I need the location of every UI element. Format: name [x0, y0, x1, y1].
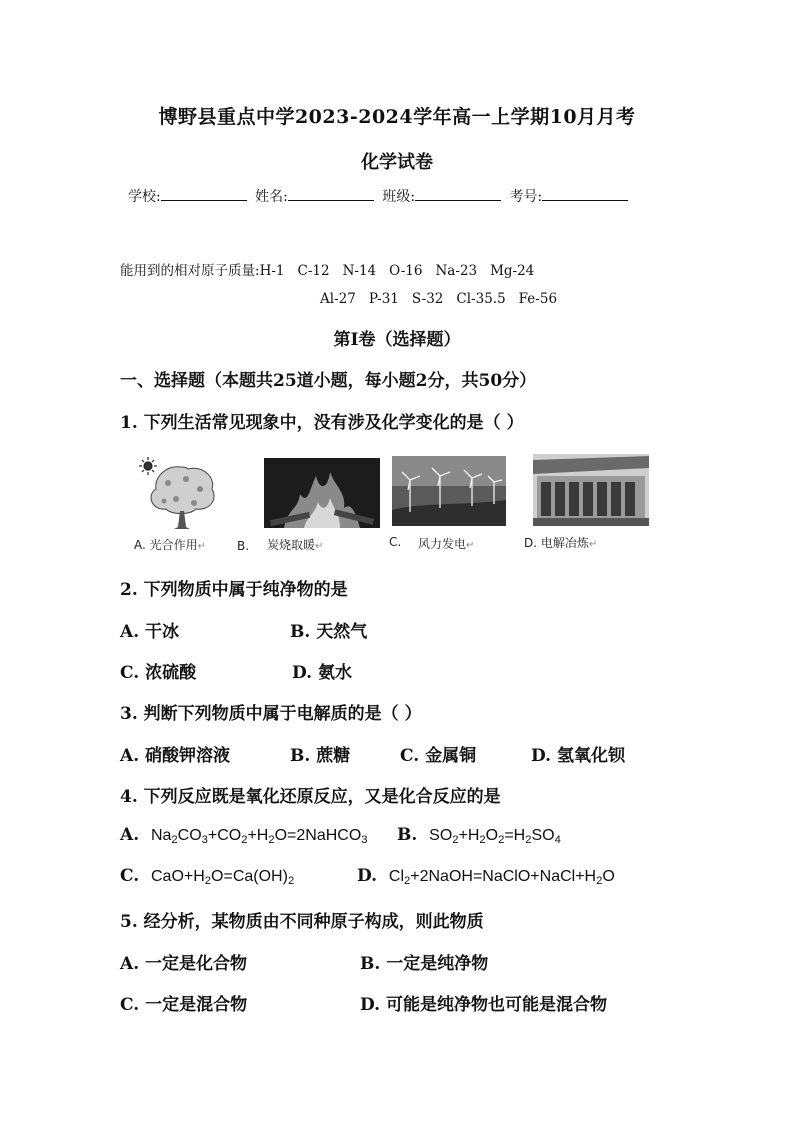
atomic-mass-item: Mg-24	[490, 263, 535, 279]
q4-option-d[interactable]: D. $Cl_2+2NaOH=NaClO+NaCl+H_2O$	[357, 866, 615, 887]
q3-option-a[interactable]: A. 硝酸钾溶液	[120, 746, 231, 766]
q3-option-d[interactable]: D. 氢氧化钡	[531, 746, 625, 766]
q2-option-c[interactable]: C. 浓硫酸	[120, 663, 197, 683]
q2-option-b[interactable]: B. 天然气	[290, 622, 368, 642]
question-2-stem: 2. 下列物质中属于纯净物的是	[120, 580, 348, 600]
q5-option-b[interactable]: B. 一定是纯净物	[360, 954, 489, 974]
photosynthesis-image	[136, 455, 226, 531]
exam-number-blank[interactable]	[542, 186, 628, 201]
option-a-caption: A. 光合作用↵	[134, 538, 207, 552]
atomic-mass-item: P-31	[368, 291, 399, 307]
exam-subtitle: 化学试卷	[361, 152, 433, 173]
q3-option-c[interactable]: C. 金属铜	[400, 746, 477, 766]
part-title: 一、选择题（本题共25道小题，每小题2分，共50分）	[120, 371, 537, 391]
atomic-mass-item: C-12	[297, 263, 330, 279]
school-label: 学校:	[128, 189, 161, 205]
school-blank[interactable]	[161, 186, 247, 201]
name-blank[interactable]	[288, 186, 374, 201]
name-label: 姓名:	[255, 189, 288, 205]
q5-option-c[interactable]: C. 一定是混合物	[120, 995, 248, 1015]
option-b-caption: 炭烧取暖↵	[267, 538, 324, 552]
q4-option-b[interactable]: B. $SO_2+H_2O_2=H_2SO_4$	[397, 825, 561, 846]
q2-option-a[interactable]: A. 干冰	[120, 622, 180, 642]
student-info-row	[128, 186, 632, 206]
q5-option-d[interactable]: D. 可能是纯净物也可能是混合物	[360, 995, 607, 1015]
atomic-mass-item: S-32	[411, 291, 444, 307]
q4-option-a[interactable]: A. $Na_2CO_3+CO_2+H_2O=2NaHCO_3$	[120, 825, 368, 846]
section-title: 第Ⅰ卷（选择题）	[333, 330, 461, 350]
exam-title: 博野县重点中学2023-2024学年高一上学期10月月考	[158, 106, 636, 128]
atomic-mass-item: Na-23	[435, 263, 478, 279]
atomic-mass-item: H-1	[259, 263, 285, 279]
question-5-stem: 5. 经分析，某物质由不同种原子构成，则此物质	[120, 912, 484, 932]
option-d-caption: D. 电解冶炼↵	[524, 536, 598, 550]
electrolysis-plant-image	[533, 454, 649, 526]
question-4-stem: 4. 下列反应既是氧化还原反应，又是化合反应的是	[120, 787, 501, 807]
atomic-mass-item: Fe-56	[518, 291, 558, 307]
option-b-letter: B.	[237, 539, 250, 553]
option-c-caption: 风力发电↵	[418, 537, 475, 551]
atomic-mass-item: O-16	[389, 263, 423, 279]
charcoal-fire-image	[264, 458, 380, 528]
atomic-mass-row-2	[320, 291, 570, 307]
atomic-mass-item: N-14	[342, 263, 377, 279]
question-1-stem: 1. 下列生活常见现象中，没有涉及化学变化的是（ ）	[120, 413, 524, 433]
atomic-mass-label: 能用到的相对原子质量:	[120, 263, 260, 279]
q5-option-a[interactable]: A. 一定是化合物	[120, 954, 248, 974]
wind-power-image	[392, 456, 506, 526]
q4-option-c[interactable]: C. $CaO+H_2O=Ca(OH)_2$	[120, 866, 295, 887]
atomic-mass-item: Cl-35.5	[456, 291, 506, 307]
atomic-mass-row-1	[120, 259, 547, 279]
class-label: 班级:	[382, 189, 416, 205]
q3-option-b[interactable]: B. 蔗糖	[290, 746, 351, 766]
exam-number-label: 考号:	[509, 189, 543, 205]
question-3-stem: 3. 判断下列物质中属于电解质的是（ ）	[120, 704, 422, 724]
atomic-mass-item: Al-27	[320, 291, 356, 307]
q2-option-d[interactable]: D. 氨水	[292, 663, 352, 683]
class-blank[interactable]	[415, 186, 501, 201]
option-c-letter: C.	[389, 535, 402, 549]
